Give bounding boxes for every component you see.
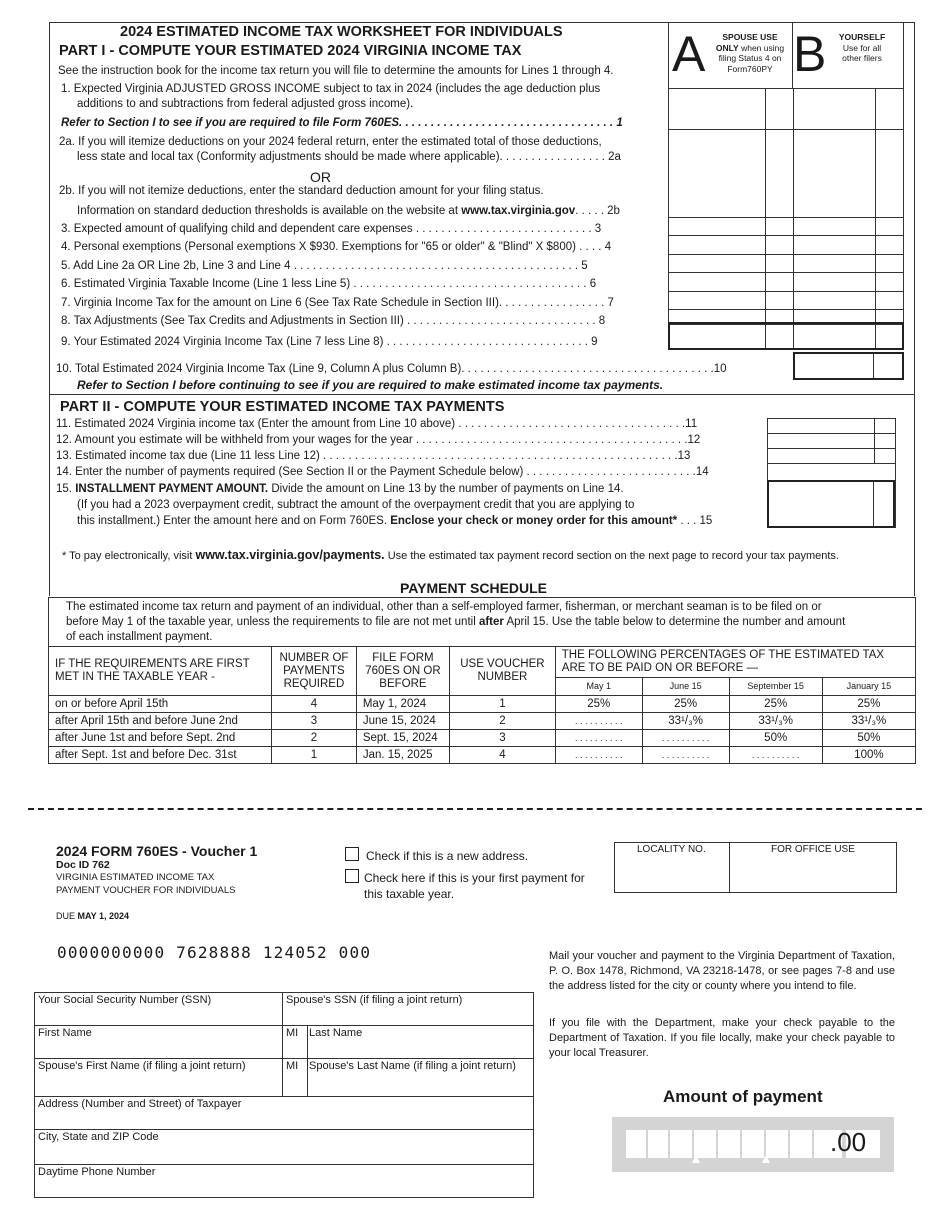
column-b-head: YOURSELF bbox=[838, 32, 886, 42]
table-row: after Sept. 1st and before Dec. 31st 1 Jan. 15, 2025 4 . . . . . . . . . . . . . . . . . . . . . . . . . . . . . . 100% bbox=[49, 747, 916, 764]
header-first-met: IF THE REQUIREMENTS ARE FIRST MET IN THE TAXABLE YEAR - bbox=[49, 647, 272, 696]
line5-text: 5. Add Line 2a OR Line 2b, Line 3 and Line 4 . . . . . . . . . . . . . . . . . . . . . . . . . . . . . . . . . . . . . . . . . . . . . 5 bbox=[61, 260, 588, 272]
schedule-intro-1: The estimated income tax return and payment of an individual, other than a self-employed farmer, fisherman, or merchant seaman is to be filed on or bbox=[66, 601, 822, 613]
column-b-header bbox=[793, 22, 903, 88]
column-a-form: Form760PY bbox=[727, 63, 773, 74]
line2a-text-1: 2a. If you will itemize deductions on your 2024 federal return, enter the estimated total of those deductions, bbox=[59, 136, 602, 148]
spouse-mi-field[interactable]: MI bbox=[286, 1060, 299, 1072]
column-b-text2: other filers bbox=[842, 53, 882, 63]
first-payment-label-1: Check here if this is your first payment for bbox=[364, 871, 585, 885]
worksheet-title: 2024 ESTIMATED INCOME TAX WORKSHEET FOR INDIVIDUALS bbox=[120, 24, 563, 40]
payment-schedule-table bbox=[48, 646, 916, 764]
ssn-field[interactable]: Your Social Security Number (SSN) bbox=[38, 994, 212, 1006]
column-a-status: filing Status 4 on bbox=[718, 53, 782, 63]
first-payment-checkbox[interactable] bbox=[345, 869, 359, 883]
column-a-header bbox=[668, 22, 793, 88]
header-num-payments: NUMBER OF PAYMENTS REQUIRED bbox=[272, 647, 357, 696]
spouse-ssn-field[interactable]: Spouse's SSN (if filing a joint return) bbox=[286, 994, 463, 1006]
new-address-label: Check if this is a new address. bbox=[366, 849, 529, 863]
last-name-field[interactable]: Last Name bbox=[309, 1027, 363, 1039]
header-date-4: January 15 bbox=[822, 678, 915, 696]
table-row: after June 1st and before Sept. 2nd 2 Sept. 15, 2024 3 . . . . . . . . . . . . . . . . . . . . 50% 50% bbox=[49, 730, 916, 747]
column-a-letter: A bbox=[672, 26, 706, 82]
column-b-text1: Use for all bbox=[842, 42, 882, 53]
spouse-last-name-field[interactable]: Spouse's Last Name (if filing a joint return) bbox=[309, 1060, 516, 1072]
amount-label: Amount of payment bbox=[663, 1087, 823, 1106]
first-name-field[interactable]: First Name bbox=[38, 1027, 92, 1039]
line2b-text-1: 2b. If you will not itemize deductions, enter the standard deduction amount for your filing status. bbox=[59, 185, 544, 197]
line1-text-c: Refer to Section I to see if you are required to file Form 760ES. . . . . . . . . . . . . . . . . . . . . . . . . . . . . . . . . . 1 bbox=[61, 117, 623, 129]
mi-field[interactable]: MI bbox=[286, 1027, 299, 1039]
line2a-text-2: less state and local tax (Conformity adjustments should be made where applicable). . . . . . . . . . . . . . . . . 2a bbox=[77, 151, 621, 163]
voucher-due: DUE MAY 1, 2024 bbox=[56, 911, 130, 921]
line2b-text-2: Information on standard deduction thresholds is available on the website at www.tax.virginia.gov. . . . . 2b bbox=[77, 205, 620, 217]
line1-amount-a[interactable] bbox=[669, 89, 764, 128]
line12-amount[interactable] bbox=[768, 433, 873, 447]
locality-label: LOCALITY NO. bbox=[637, 844, 706, 855]
line15-amount[interactable] bbox=[767, 480, 895, 528]
schedule-intro-box bbox=[48, 597, 916, 647]
header-date-2: June 15 bbox=[642, 678, 729, 696]
header-percentages: THE FOLLOWING PERCENTAGES OF THE ESTIMATED TAX ARE TO BE PAID ON OR BEFORE — bbox=[555, 647, 915, 678]
website-link[interactable]: www.tax.virginia.gov bbox=[461, 205, 576, 217]
line15-text-a: 15. INSTALLMENT PAYMENT AMOUNT. Divide the amount on Line 13 by the number of payments on Line 14. bbox=[56, 483, 624, 495]
line12-text: 12. Amount you estimate will be withheld from your wages for the year . . . . . . . . . . . . . . . . . . . . . . . . . . . . . . . . . . . . . . . . . . .12 bbox=[56, 434, 701, 446]
line7-text: 7. Virginia Income Tax for the amount on Line 6 (See Tax Rate Schedule in Section III). . . . . . . . . . . . . . . . . 7 bbox=[61, 297, 614, 309]
locality-office-box bbox=[614, 842, 897, 893]
address-field[interactable]: Address (Number and Street) of Taxpayer bbox=[38, 1098, 242, 1110]
cents-label: .00 bbox=[830, 1127, 867, 1157]
voucher-subtitle-1: VIRGINIA ESTIMATED INCOME TAX bbox=[56, 872, 215, 883]
part1-intro: See the instruction book for the income tax return you will file to determine the amounts for Lines 1 through 4. bbox=[58, 65, 614, 77]
payments-link[interactable]: www.tax.virginia.gov/payments. bbox=[195, 548, 385, 562]
comma-marker-icon bbox=[762, 1155, 770, 1163]
header-date-3: September 15 bbox=[729, 678, 822, 696]
column-a-when: when using bbox=[741, 42, 785, 53]
payable-instructions: If you file with the Department, make your check payable to the Department of Taxation. If you file locally, make your check payable to your local Treasurer. bbox=[549, 1017, 895, 1059]
line13-text: 13. Estimated income tax due (Line 11 less Line 12) . . . . . . . . . . . . . . . . . . . . . . . . . . . . . . . . . . . . . . . . . . . . . . . . . . . . . . . .13 bbox=[56, 450, 691, 462]
mail-instructions: Mail your voucher and payment to the Virginia Department of Taxation, P. O. Box 1478, Richmond, VA 23218-1478, or see pages 7-8 and use the address listed for the city or county where you intend to file. bbox=[549, 950, 895, 992]
part1-title: PART I - COMPUTE YOUR ESTIMATED 2024 VIRGINIA INCOME TAX bbox=[59, 43, 522, 59]
or-separator: OR bbox=[310, 169, 331, 185]
amount-of-payment-input[interactable] bbox=[612, 1117, 894, 1172]
line14-amount[interactable] bbox=[768, 463, 895, 479]
line13-amount[interactable] bbox=[768, 448, 873, 462]
city-state-zip-field[interactable]: City, State and ZIP Code bbox=[38, 1131, 159, 1143]
line10-amount[interactable] bbox=[793, 352, 904, 380]
line3-text: 3. Expected amount of qualifying child and dependent care expenses . . . . . . . . . . . . . . . . . . . . . . . . . . . . 3 bbox=[61, 223, 602, 235]
line15-text-b: (If you had a 2023 overpayment credit, subtract the amount of the overpayment credit that you are applying to bbox=[77, 499, 635, 511]
line14-text: 14. Enter the number of payments required (See Section II or the Payment Schedule below) . . . . . . . . . . . . . . . . . . . . . . . . . . .14 bbox=[56, 466, 709, 478]
column-a-only: ONLY bbox=[715, 42, 739, 53]
first-payment-label-2: this taxable year. bbox=[364, 887, 455, 901]
header-date-1: May 1 bbox=[555, 678, 642, 696]
phone-field[interactable]: Daytime Phone Number bbox=[38, 1166, 156, 1178]
line6-text: 6. Estimated Virginia Taxable Income (Line 1 less Line 5) . . . . . . . . . . . . . . . . . . . . . . . . . . . . . . . . . . . . . 6 bbox=[61, 278, 597, 290]
line4-text: 4. Personal exemptions (Personal exemptions X $930. Exemptions for "65 or older" & "Blind" X $800) . . . . 4 bbox=[61, 241, 612, 253]
column-a-head: SPOUSE USE bbox=[722, 32, 778, 42]
line1-text-b: additions to and subtractions from federal adjusted gross income). bbox=[77, 98, 414, 110]
line10-text: 10. Total Estimated 2024 Virginia Income Tax (Line 9, Column A plus Column B). . . . . . . . . . . . . . . . . . . . . . . . . . . . . . . . . . . . . . . .10 bbox=[56, 363, 727, 375]
table-row: on or before April 15th 4 May 1, 2024 1 25% 25% 25% 25% bbox=[49, 696, 916, 713]
voucher-title: 2024 FORM 760ES - Voucher 1 bbox=[56, 843, 258, 859]
scanline: 0000000000 7628888 124052 000 bbox=[57, 943, 372, 962]
payment-footnote: * To pay electronically, visit www.tax.virginia.gov/payments. Use the estimated tax payment record section on the next page to record your tax payments. bbox=[62, 548, 839, 562]
column-b-letter: B bbox=[793, 26, 827, 82]
new-address-checkbox[interactable] bbox=[345, 847, 359, 861]
line8-text: 8. Tax Adjustments (See Tax Credits and Adjustments in Section III) . . . . . . . . . . . . . . . . . . . . . . . . . . . . . . 8 bbox=[61, 315, 606, 327]
cut-line bbox=[28, 808, 922, 810]
table-row: after April 15th and before June 2nd 3 June 15, 2024 2 . . . . . . . . . . 33¹/₃% 33¹/₃% 33¹/₃% bbox=[49, 713, 916, 730]
spouse-first-name-field[interactable]: Spouse's First Name (if filing a joint return) bbox=[38, 1060, 246, 1072]
part2-title: PART II - COMPUTE YOUR ESTIMATED INCOME TAX PAYMENTS bbox=[60, 399, 505, 415]
header-file-form: FILE FORM 760ES ON OR BEFORE bbox=[356, 647, 449, 696]
line1-amount-b[interactable] bbox=[793, 89, 873, 128]
office-use-label: FOR OFFICE USE bbox=[771, 844, 855, 855]
line1-text-a: 1. Expected Virginia ADJUSTED GROSS INCOME subject to tax in 2024 (includes the age deduction plus bbox=[61, 83, 601, 95]
line15-text-c: this installment.) Enter the amount here and on Form 760ES. Enclose your check or money order for this amount* . . . 15 bbox=[77, 515, 713, 527]
header-voucher: USE VOUCHER NUMBER bbox=[450, 647, 556, 696]
line11-text: 11. Estimated 2024 Virginia income tax (Enter the amount from Line 10 above) . . . . . . . . . . . . . . . . . . . . . . . . . . . . . . . . . . . .11 bbox=[56, 418, 698, 430]
schedule-title: PAYMENT SCHEDULE bbox=[400, 580, 548, 596]
line10-note: Refer to Section I before continuing to see if you are required to make estimated income tax payments. bbox=[77, 378, 664, 392]
line9-text: 9. Your Estimated 2024 Virginia Income Tax (Line 7 less Line 8) . . . . . . . . . . . . . . . . . . . . . . . . . . . . . . . . 9 bbox=[61, 336, 598, 348]
voucher-doc-id: Doc ID 762 bbox=[56, 859, 110, 871]
comma-marker-icon bbox=[692, 1155, 700, 1163]
schedule-intro-3: of each installment payment. bbox=[66, 631, 213, 643]
schedule-intro-2: before May 1 of the taxable year, unless the requirements to file are not met until after April 15. Use the table below to determine the number and amount bbox=[66, 616, 846, 628]
voucher-subtitle-2: PAYMENT VOUCHER FOR INDIVIDUALS bbox=[56, 885, 236, 896]
line11-amount[interactable] bbox=[768, 419, 873, 432]
